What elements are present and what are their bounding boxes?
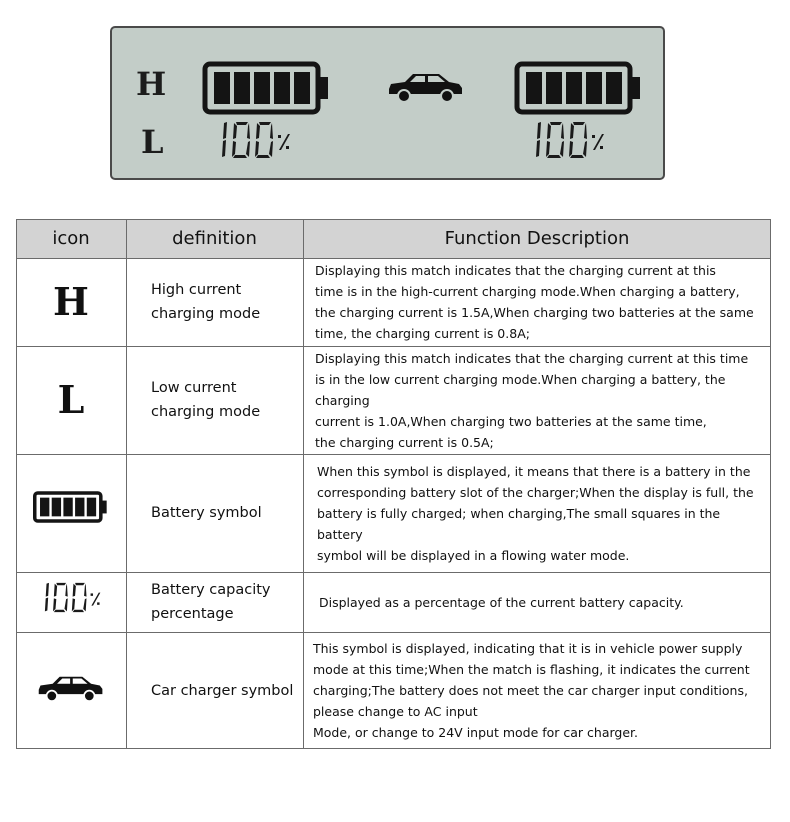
row-battery-icon-cell — [16, 454, 126, 572]
row-battery-description: When this symbol is displayed, it means that there is a battery in the corresponding battery slot of the charger;When the display is full, the battery is fully charged; when charging,The small squares in the battery symbol will be displayed in a flowing water mode. — [317, 463, 754, 563]
battery-percent-icon — [39, 582, 103, 617]
row-car-definition: Car charger symbol — [151, 682, 294, 699]
grid-line — [16, 346, 771, 347]
lcd-display-panel — [110, 26, 665, 180]
lcd-left-percent — [215, 121, 293, 163]
battery-icon — [202, 61, 332, 115]
lcd-high-indicator: H — [136, 65, 167, 103]
battery-icon — [514, 61, 644, 115]
lcd-right-percent — [529, 121, 607, 163]
row-low-definition: Low current charging mode — [151, 380, 261, 420]
car-icon — [387, 71, 465, 104]
grid-line — [16, 632, 771, 633]
grid-line — [16, 219, 771, 220]
high-current-icon: H — [53, 279, 89, 324]
car-icon — [37, 674, 105, 707]
row-high-icon-cell — [16, 258, 126, 346]
row-high-description: Displaying this match indicates that the charging current at this time is in the high-current charging mode.When charging a battery, the charging current is 1.5A,When charging two batteries at the same time, the charging current is 0.8A; — [315, 263, 754, 341]
grid-line — [16, 748, 771, 749]
row-car-icon-cell — [16, 632, 126, 749]
row-percent-definition: Battery capacity percentage — [151, 582, 271, 622]
battery-icon — [33, 491, 109, 523]
row-car-description: This symbol is displayed, indicating that it is in vehicle power supply mode at this time;When the match is flashing, it indicates the current charging;The battery does not meet the car charger input conditions, please change to AC input Mode, or change to 24V input mode for car charger. — [313, 641, 750, 740]
grid-line — [16, 219, 17, 749]
row-low-description: Displaying this match indicates that the charging current at this time is in the low current charging mode.When charging a battery, the charging current is 1.0A,When charging two batteries at the same time, the charging current is 0.5A; — [315, 350, 749, 450]
header-function-description: Function Description — [303, 219, 771, 258]
grid-line — [16, 454, 771, 455]
row-percent-icon-cell — [16, 572, 126, 632]
row-percent-description: Displayed as a percentage of the current battery capacity. — [319, 594, 684, 610]
low-current-icon: L — [57, 377, 85, 422]
header-icon: icon — [16, 219, 126, 258]
icon-definition-table — [16, 219, 771, 749]
grid-line — [770, 219, 771, 749]
header-definition: definition — [126, 219, 303, 258]
grid-line — [126, 219, 127, 749]
row-low-icon-cell — [16, 346, 126, 454]
grid-line — [16, 258, 771, 259]
lcd-low-indicator: L — [141, 123, 164, 161]
grid-line — [16, 572, 771, 573]
row-high-definition: High current charging mode — [151, 282, 261, 322]
grid-line — [303, 219, 304, 749]
row-battery-definition: Battery symbol — [151, 505, 262, 521]
